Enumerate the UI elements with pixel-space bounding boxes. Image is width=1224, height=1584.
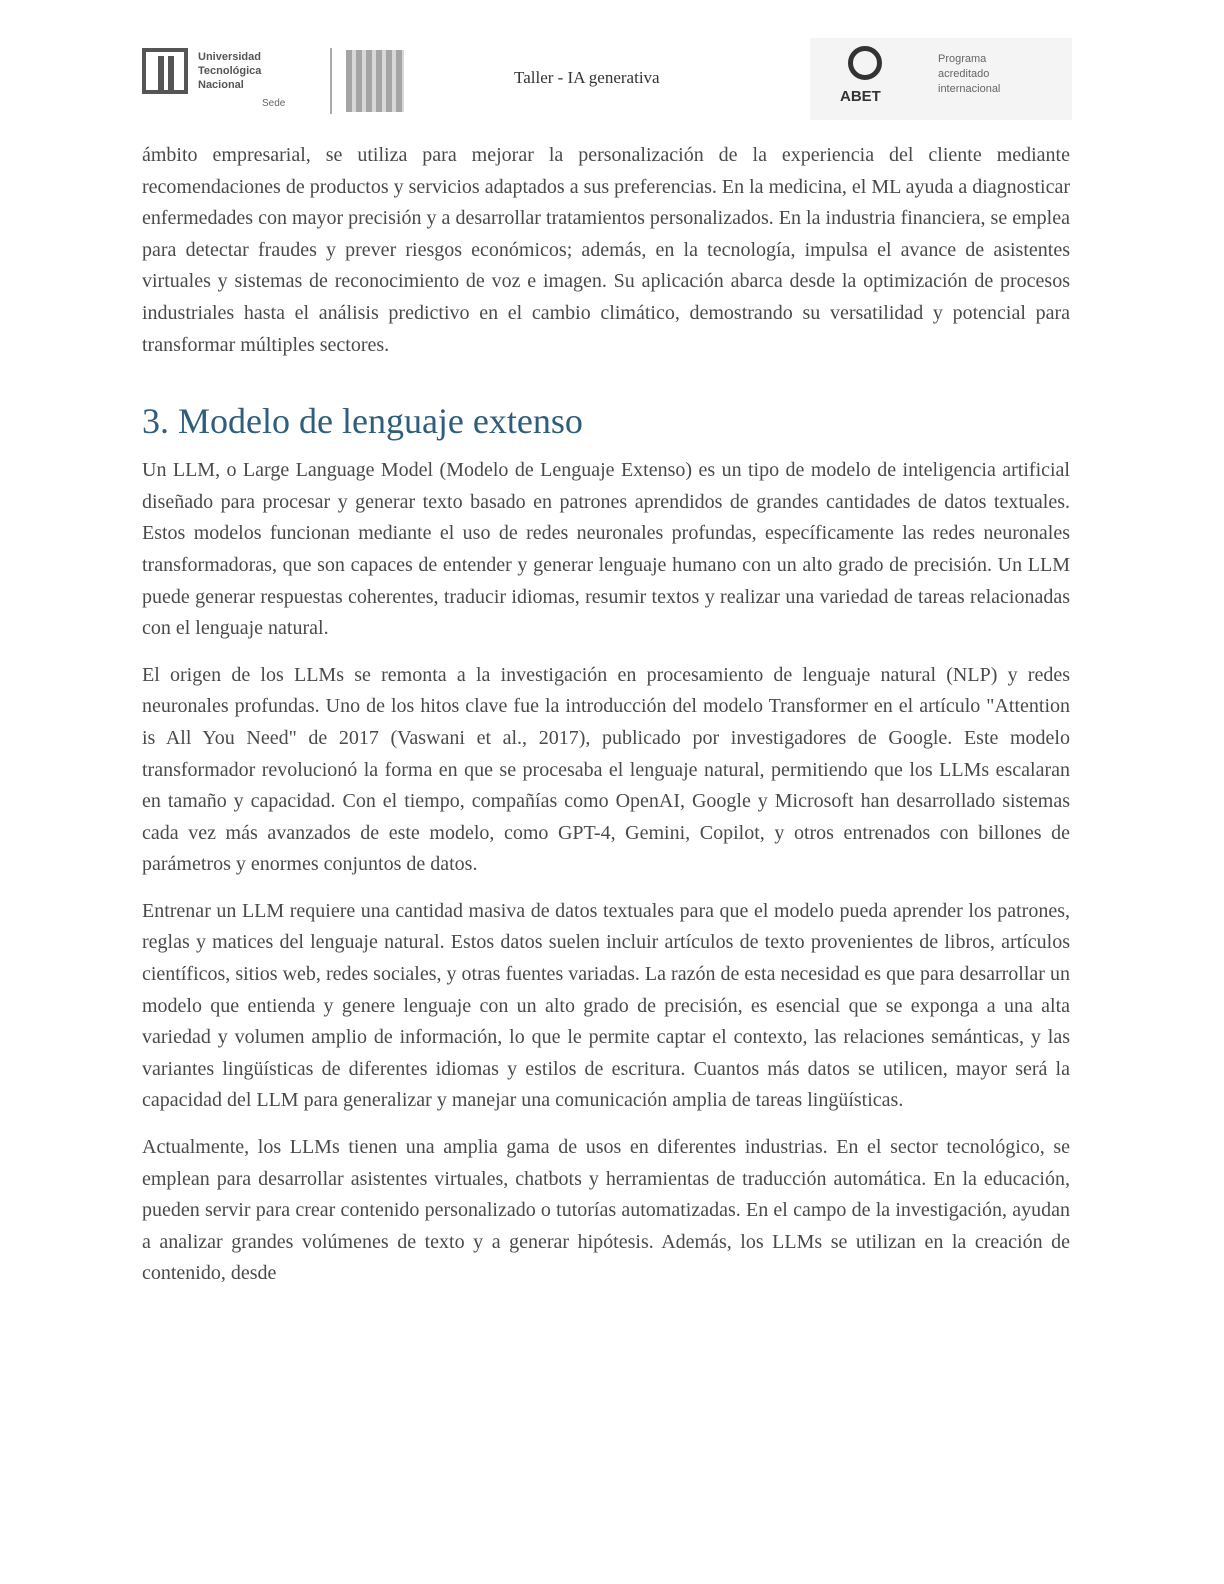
university-logo — [142, 44, 412, 114]
university-name-line: Nacional — [198, 79, 244, 91]
university-name-line: Universidad — [198, 51, 261, 63]
university-emblem-icon — [142, 48, 188, 94]
accreditation-logo — [810, 38, 1072, 120]
university-name — [198, 50, 318, 92]
section-heading: 3. Modelo de lenguaje extenso — [142, 401, 583, 442]
body-paragraph: ámbito empresarial, se utiliza para mejorar la personalización de la experiencia del cliente mediante recomendaciones de productos y servicios adaptados a sus preferencias. En la medicina, el ML ayuda a diagnosticar enfermedades con mayor precisión y a desarrollar tratamientos personalizados. En la industria financiera, se emplea para detectar fraudes y prever riesgos económicos; además, en la tecnología, impulsa el avance de asistentes virtuales y sistemas de reconocimiento de voz e imagen. Su aplicación abarca desde la optimización de procesos industriales hasta el análisis predictivo en el cambio climático, demostrando su versatilidad y potencial para transformar múltiples sectores. — [142, 144, 1070, 356]
accreditation-description-line: acreditado — [938, 68, 990, 80]
body-paragraph: El origen de los LLMs se remonta a la investigación en procesamiento de lenguaje natural (NLP) y redes neuronales profundas. Uno de los hitos clave fue la introducción del modelo Transformer en el artículo "Attention is All You Need" de 2017 (Vaswani et al., 2017), publicado por investigadores de Google. Este modelo transformador revolucionó la forma en que se procesaba el lenguaje natural, permitiendo que los LLMs escalaran en tamaño y capacidad. Con el tiempo, compañías como OpenAI, Google y Microsoft han desarrollado sistemas cada vez más avanzados de este modelo, como GPT-4, Gemini, Copilot, y otros entrenados con billones de parámetros y enormes conjuntos de datos. — [142, 663, 1070, 876]
accreditation-description-line: internacional — [938, 83, 1001, 95]
accreditation-description-line: Programa — [938, 53, 987, 65]
document-header-title: Taller - IA generativa — [514, 68, 660, 87]
body-paragraph: Entrenar un LLM requiere una cantidad masiva de datos textuales para que el modelo pueda aprender los patrones, reglas y matices del lenguaje natural. Estos datos suelen incluir artículos de texto provenientes de libros, artículos científicos, sitios web, redes sociales, y otras fuentes variadas. La razón de esta necesidad es que para desarrollar un modelo que entienda y genere lenguaje con un alto grado de precisión, es esencial que se exponga a una alta variedad y volumen amplio de información, lo que le permite captar el contexto, las relaciones semánticas, y las variantes lingüísticas de diferentes idiomas y estilos de escritura. Cuantos más datos se utilicen, mayor será la capacidad del LLM para generalizar y manejar una comunicación amplia de tareas lingüísticas. — [142, 899, 1070, 1112]
university-campus: Sede — [262, 98, 286, 109]
body-paragraph: Un LLM, o Large Language Model (Modelo de Lenguaje Extenso) es un tipo de modelo de inteligencia artificial diseñado para procesar y generar texto basado en patrones aprendidos de grandes cantidades de datos textuales. Estos modelos funcionan mediante el uso de redes neuronales profundas, específicamente las redes neuronales transformadoras, que son capaces de entender y generar lenguaje humano con un alto grado de precisión. Un LLM puede generar respuestas coherentes, traducir idiomas, resumir textos y realizar una variedad de tareas relacionadas con el lenguaje natural. — [142, 459, 1070, 640]
university-name-line: Tecnológica — [198, 65, 262, 77]
body-paragraph: Actualmente, los LLMs tienen una amplia gama de usos en diferentes industrias. En el sector tecnológico, se emplean para desarrollar asistentes virtuales, chatbots y herramientas de traducción automática. En la educación, pueden servir para crear contenido personalizado o tutorías automatizadas. En el campo de la investigación, ayudan a analizar grandes volúmenes de texto y a generar hipótesis. Además, los LLMs se utilizan en la creación de contenido, desde — [142, 1136, 1070, 1285]
page-header — [142, 38, 1072, 120]
accreditation-ring-icon — [848, 46, 882, 80]
qr-code-icon — [346, 50, 404, 112]
document-body — [142, 140, 1070, 1305]
logo-divider — [330, 48, 332, 114]
accreditation-description — [938, 52, 1048, 97]
accreditation-mark-text: ABET — [840, 88, 881, 105]
accreditation-emblem — [838, 44, 898, 112]
